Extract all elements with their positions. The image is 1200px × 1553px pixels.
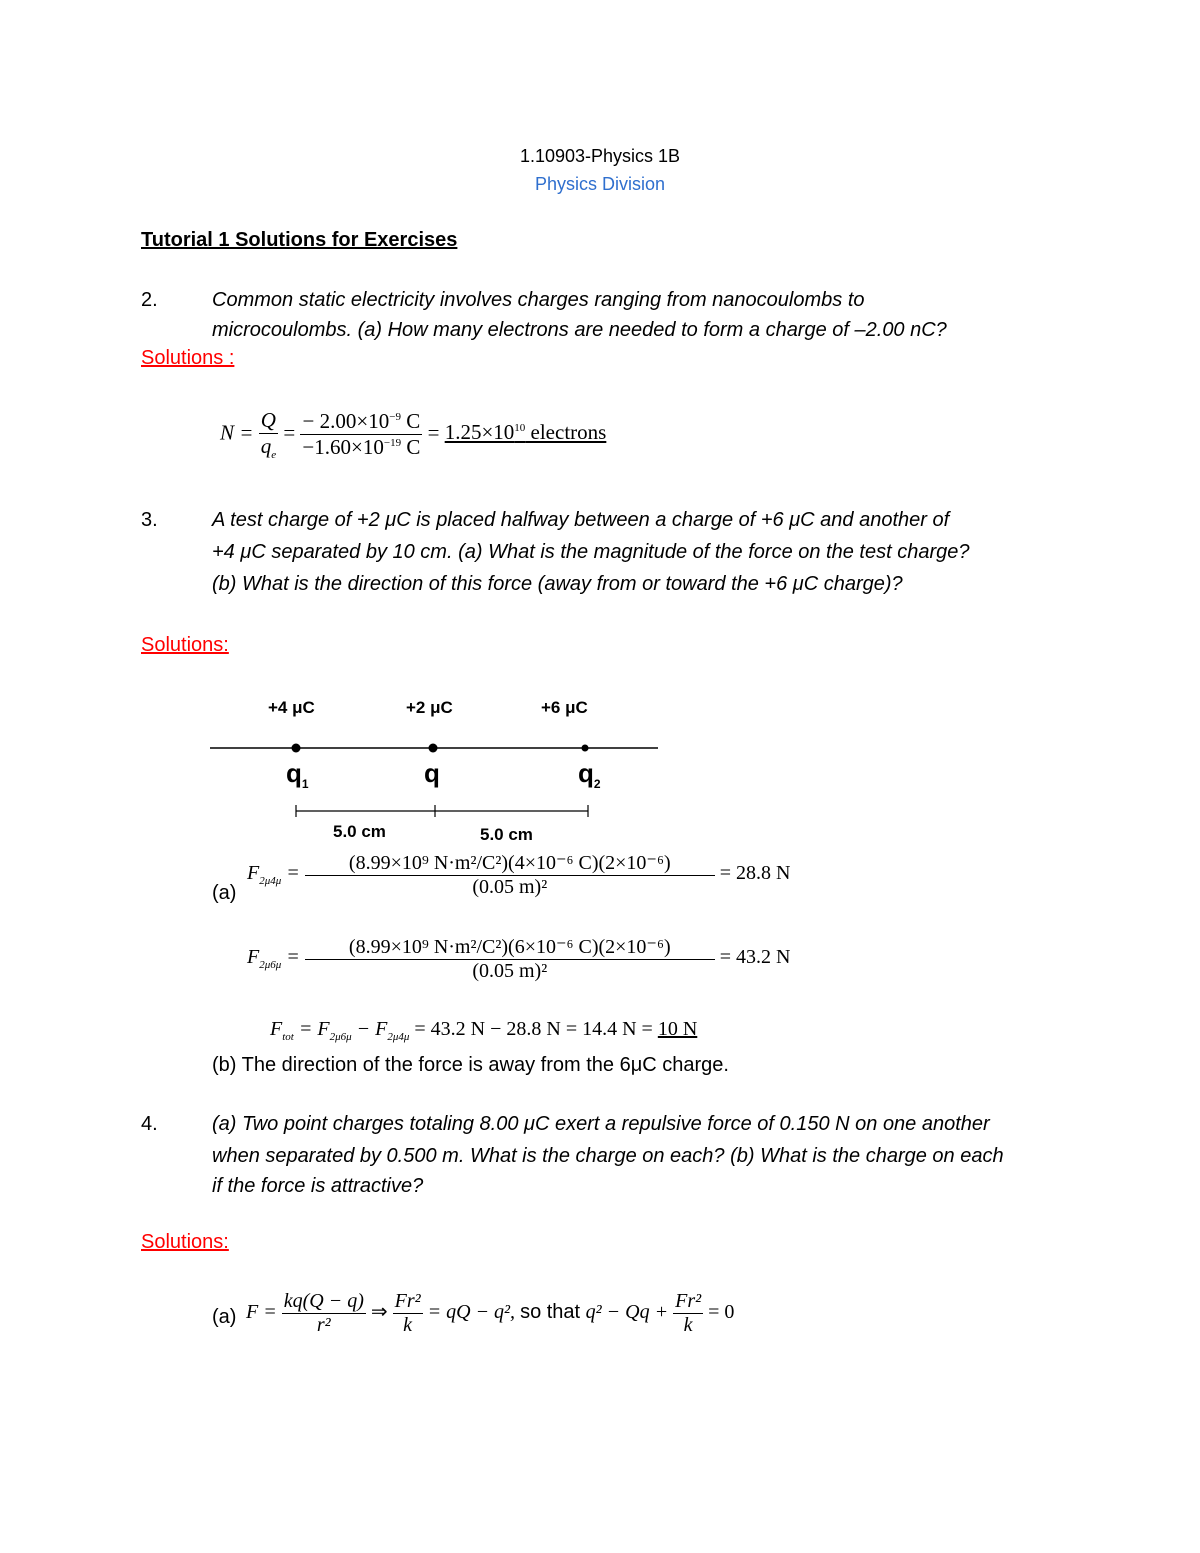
- question-text-line: (b) What is the direction of this force (away from or toward the +6 μC charge)?: [212, 573, 903, 595]
- denominator: (0.05 m)²: [472, 876, 548, 898]
- part-a-label: (a): [212, 882, 237, 904]
- part-b-answer: (b) The direction of the force is away from the 6μC charge.: [212, 1054, 729, 1076]
- force-equation-6uc: [247, 934, 791, 983]
- division-name: Physics Division: [534, 174, 666, 194]
- numerator: Q: [259, 408, 278, 434]
- course-code: 1.10903-Physics 1B: [519, 146, 681, 166]
- eq-lhs: N =: [220, 420, 254, 445]
- question-text-line: microcoulombs. (a) How many electrons are needed to form a charge of –2.00 nC?: [212, 319, 947, 341]
- fraction: [305, 934, 715, 983]
- eq-result: $1.25\times 10^{10}$ electrons: [444, 420, 607, 445]
- solutions-label: Solutions:: [141, 634, 229, 656]
- denominator: $-1.60\times 10^{-19}$ C: [302, 435, 421, 460]
- question-text-line: (a) Two point charges totaling 8.00 μC exert a repulsive force of 0.150 N on one another: [212, 1113, 990, 1135]
- numerator: − $2.00\times 10^{-9}$ C: [300, 409, 422, 435]
- net-force-result: 10 N: [657, 1018, 698, 1040]
- net-force-equation: $F_{tot} = F_{2\mu 6\mu} - F_{2\mu 4\mu} = 43.2$ N − 28.8 N = 14.4 N = 10 N: [270, 1018, 698, 1043]
- charge-label-right: +6 μC: [541, 698, 588, 717]
- electron-count-equation: N = $\frac{Q}{q_e}$ = $\frac{- 2.00\times 10^{-9} C}{-1.60\times 10^{-19} C}$ = $1.25\times 10^{10}$ electrons: [220, 408, 607, 462]
- eq-lhs: $F_{2\mu 4\mu}$ =: [247, 862, 300, 888]
- eq-result: = 43.2 N: [719, 946, 791, 969]
- question-number: 4.: [141, 1113, 158, 1135]
- question-text-line: if the force is attractive?: [212, 1175, 424, 1197]
- charge-point-right: [582, 745, 589, 752]
- denominator: $q_e$: [260, 434, 277, 462]
- question-text-line: when separated by 0.500 m. What is the charge on each? (b) What is the charge on each: [212, 1145, 1004, 1167]
- eq-result: = 28.8 N: [719, 862, 791, 885]
- question-text-line: A test charge of +2 μC is placed halfway between a charge of +6 μC and another of: [212, 509, 950, 531]
- quadratic-equation: F = $\frac{kq(Q - q)}{\text{r²}}$ ⇒ $\frac{\text{Fr²}}{k}$ = qQ − q², so that q² − Qq + $\frac{\text{Fr²}}{k}$ = 0: [246, 1290, 735, 1336]
- charge-point-mid: [429, 744, 438, 753]
- solutions-label: Solutions :: [141, 347, 235, 369]
- force-equation-4uc: [247, 850, 791, 899]
- question-number: 2.: [141, 289, 158, 311]
- question-text-line: +4 μC separated by 10 cm. (a) What is the magnitude of the force on the test charge?: [212, 541, 970, 563]
- charge-name-mid: q: [424, 758, 440, 788]
- fraction: $\frac{kq(Q - q)}{\text{r²}}$: [283, 1290, 364, 1336]
- question-text-line: Common static electricity involves charges ranging from nanocoulombs to: [212, 289, 865, 311]
- charge-name-left: $q_1$: [286, 758, 309, 792]
- distance-label-left: 5.0 cm: [333, 822, 386, 841]
- eq-lhs: $F_{2\mu 6\mu}$ =: [247, 946, 300, 972]
- charge-label-left: +4 μC: [268, 698, 315, 717]
- denominator: (0.05 m)²: [472, 960, 548, 982]
- part-a-label: (a): [212, 1306, 237, 1328]
- fraction: $\frac{\text{Fr²}}{k}$: [675, 1290, 702, 1336]
- question-number: 3.: [141, 509, 158, 531]
- fraction: [300, 409, 422, 460]
- distance-label-right: 5.0 cm: [480, 825, 533, 844]
- fraction: [259, 408, 278, 461]
- numerator: (8.99×10⁹ N·m²/C²)(4×10⁻⁶ C)(2×10⁻⁶): [305, 850, 715, 876]
- page-title: Tutorial 1 Solutions for Exercises: [141, 229, 458, 251]
- numerator: (8.99×10⁹ N·m²/C²)(6×10⁻⁶ C)(2×10⁻⁶): [305, 934, 715, 960]
- charge-name-right: $q_2$: [578, 758, 601, 792]
- charge-label-mid: +2 μC: [406, 698, 453, 717]
- solutions-label: Solutions:: [141, 1231, 229, 1253]
- fraction: $\frac{\text{Fr²}}{k}$: [394, 1290, 421, 1336]
- fraction: [305, 850, 715, 899]
- charge-point-left: [292, 744, 301, 753]
